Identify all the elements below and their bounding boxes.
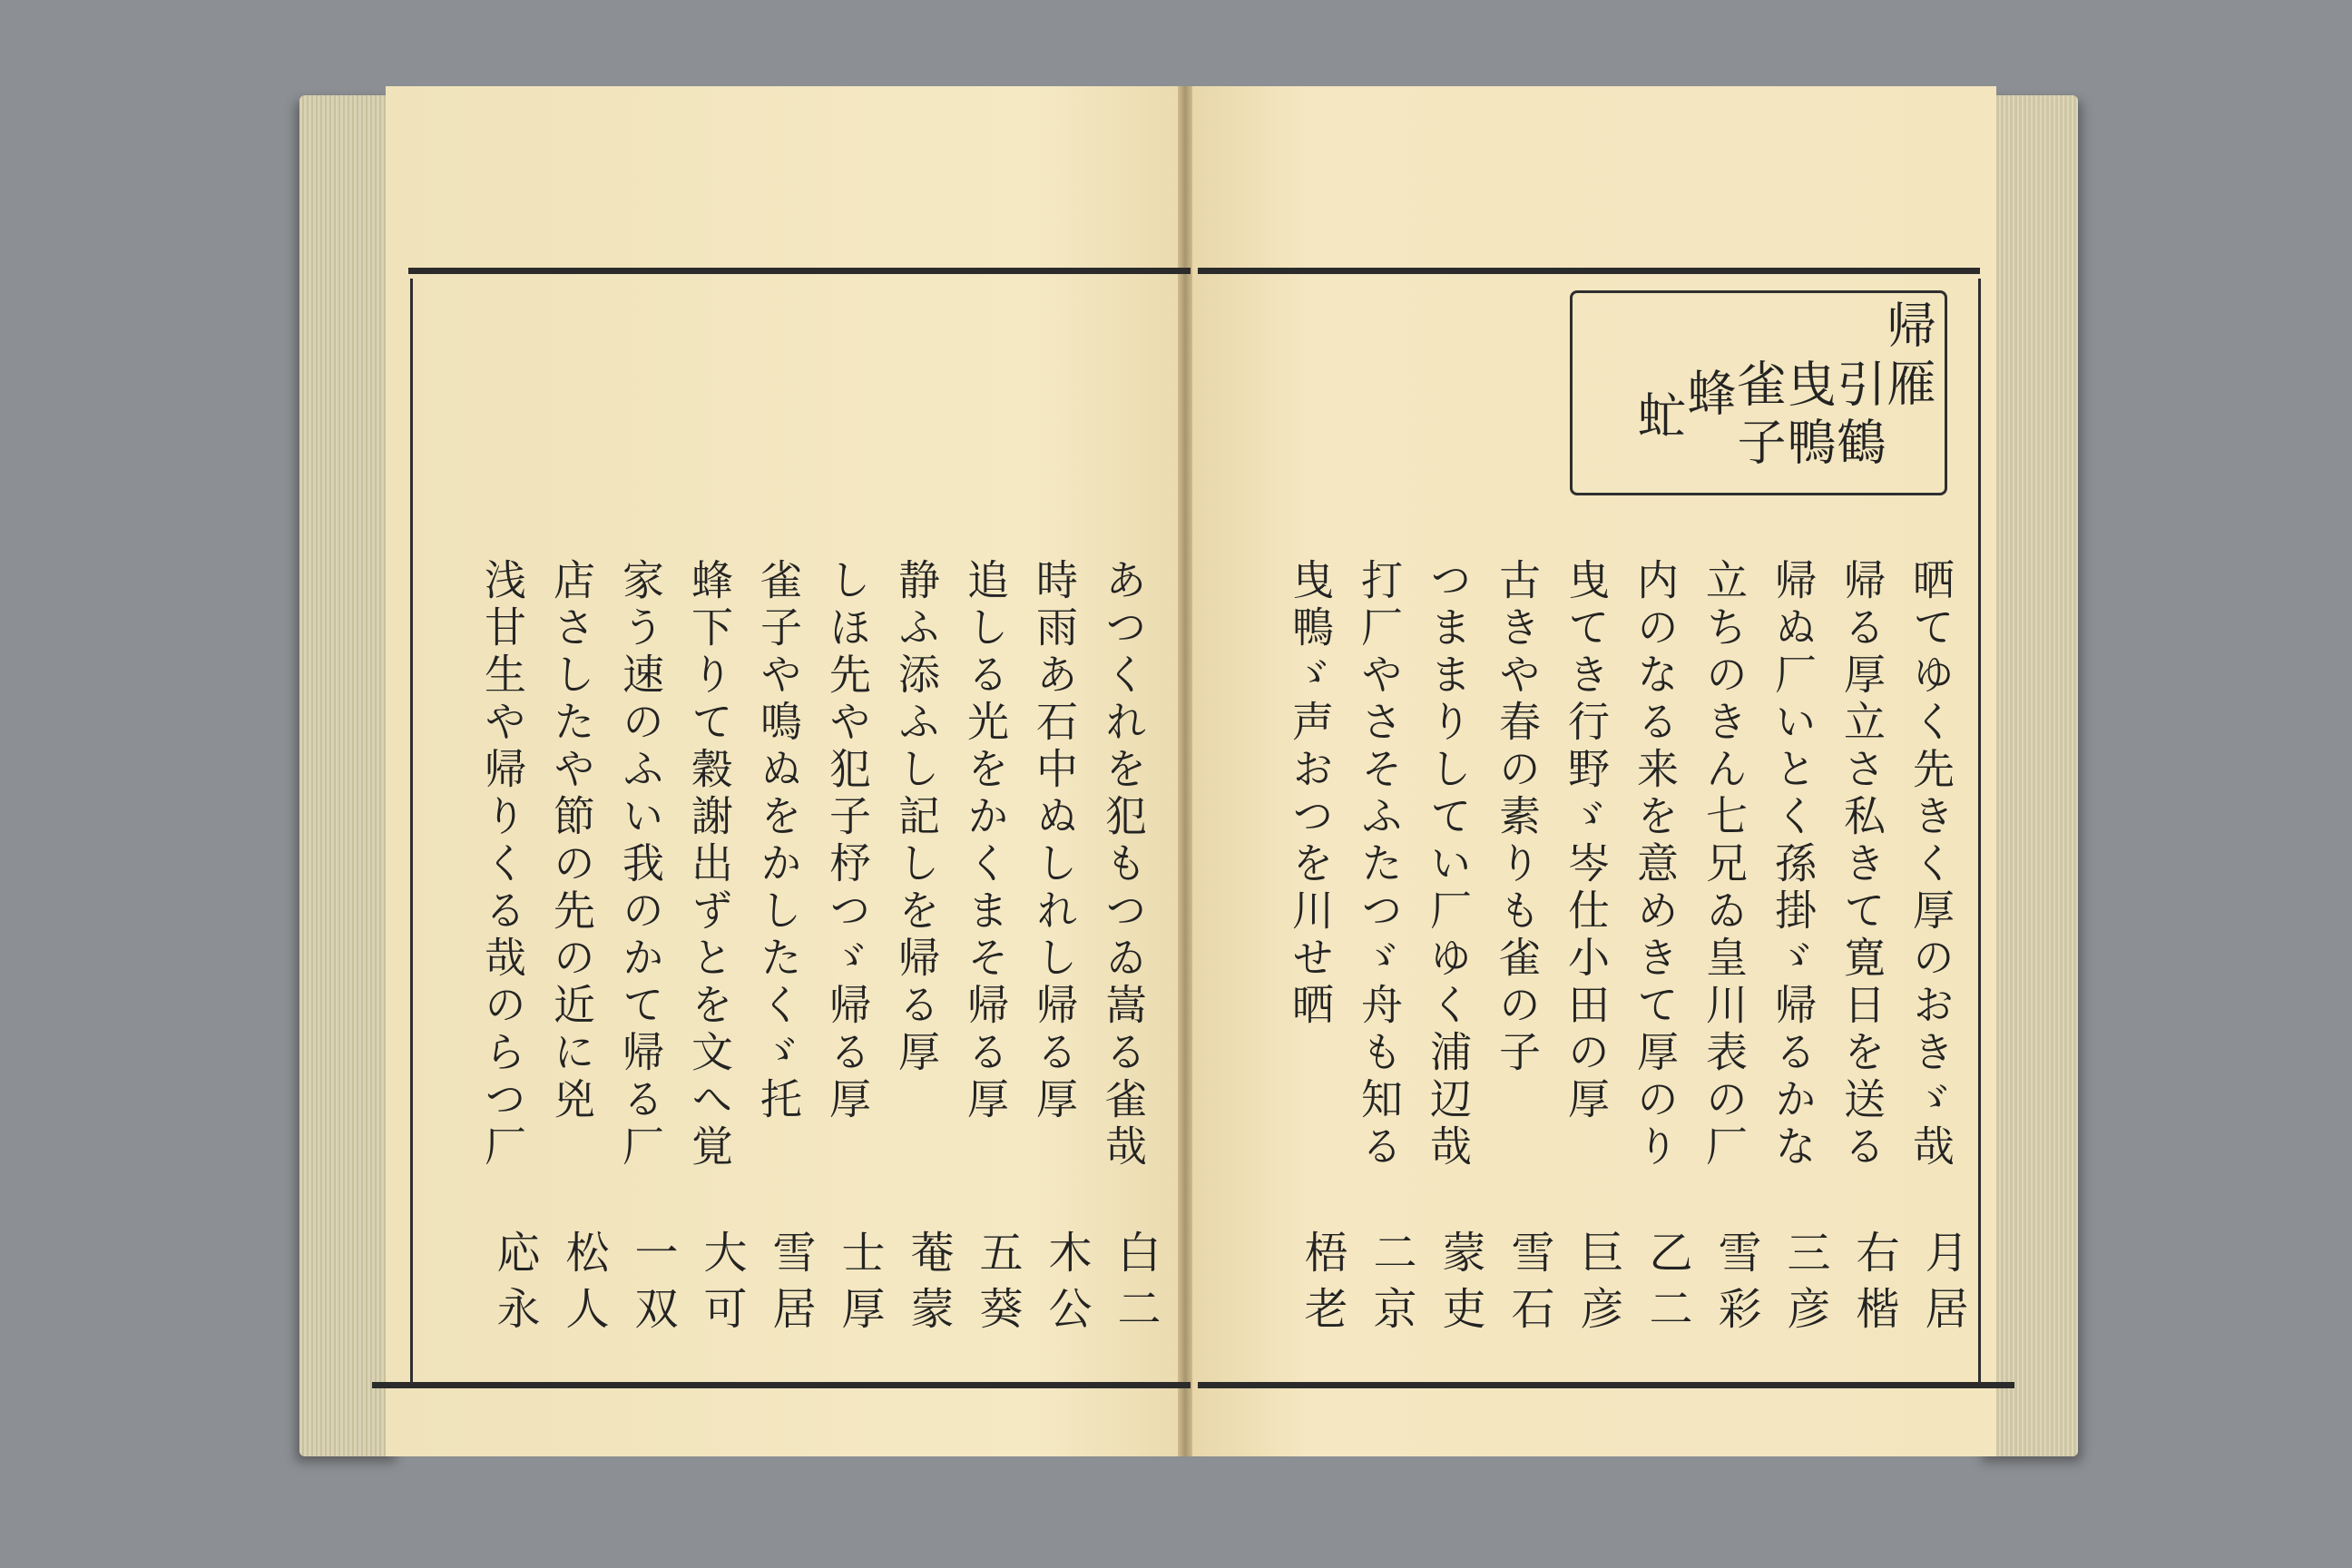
verse-column: 蜂下りて穀謝出ずとを文へ覚 [685, 558, 734, 1171]
verse-column: あつくれを犯もつゐ嵩る雀哉 [1099, 558, 1148, 1171]
title-entry: 曳鴨 [1779, 358, 1837, 475]
verse-column: 雀子や鳴ぬをかしたくゞ托 [754, 558, 803, 1124]
verse-column: 追しる光をかくまそ帰る厚 [961, 558, 1010, 1124]
title-entry: 帰雁 [1879, 299, 1936, 416]
verse-column: 古きや春の素りも雀の子 [1493, 558, 1542, 1077]
verse-author: 雪彩 [1710, 1230, 1761, 1342]
verse-author: 応永 [489, 1230, 540, 1342]
verse-column: 店さしたや節の先の近に兇 [547, 558, 596, 1124]
title-entry: 虻 [1630, 390, 1687, 448]
verse-column: 晒てゆく先きく厚のおきゞ哉 [1906, 558, 1955, 1171]
verse-author: 松人 [558, 1230, 609, 1342]
top-rule-left [408, 268, 1191, 274]
verse-author: 士厚 [834, 1230, 885, 1342]
title-entry: 雀子 [1730, 358, 1787, 475]
verse-author: 月居 [1917, 1230, 1968, 1342]
title-entry: 引鶴 [1829, 358, 1886, 475]
verse-column: 内のなる来を意めきて厚のり [1631, 558, 1680, 1171]
verse-author: 巨彦 [1573, 1230, 1623, 1342]
verse-author: 二京 [1366, 1230, 1416, 1342]
verse-column: 静ふ添ふし記しを帰る厚 [892, 558, 941, 1077]
verse-author: 菴蒙 [903, 1230, 954, 1342]
verse-author: 大可 [696, 1230, 747, 1342]
verse-column: 浅甘生や帰りくる哉のらつ厂 [478, 558, 527, 1171]
verse-author: 雪居 [765, 1230, 816, 1342]
left-page-stack [299, 95, 399, 1456]
verse-author: 白二 [1110, 1230, 1161, 1342]
open-book [299, 86, 2078, 1465]
verse-column: 立ちのきん七兄ゐ皇川表の厂 [1700, 558, 1749, 1171]
verse-column: 曳てき行野ゞ岑仕小田の厚 [1562, 558, 1611, 1124]
verse-column: 曳鴨ゞ声おつを川せ晒 [1286, 558, 1335, 1030]
verse-author: 一双 [627, 1230, 678, 1342]
verse-author: 雪石 [1504, 1230, 1554, 1342]
verse-column: 家う速のふい我のかて帰る厂 [616, 558, 665, 1171]
title-entry: 蜂 [1680, 368, 1737, 426]
verse-column: 時雨あ石中ぬしれし帰る厚 [1030, 558, 1079, 1124]
verse-author: 三彦 [1779, 1230, 1830, 1342]
verse-column: 帰ぬ厂いとく孫掛ゞ帰るかな [1769, 558, 1818, 1171]
verse-author: 木公 [1041, 1230, 1092, 1342]
verse-author: 乙二 [1642, 1230, 1692, 1342]
verse-column: 帰る厚立さ私きて寛日を送る [1838, 558, 1886, 1171]
verse-author: 蒙吏 [1435, 1230, 1485, 1342]
top-rule-right [1198, 268, 1980, 274]
verse-author: 五葵 [972, 1230, 1023, 1342]
verse-column: しほ先や犯子杼つゞ帰る厚 [823, 558, 872, 1124]
verse-author: 梧老 [1297, 1230, 1348, 1342]
verse-column: 打厂やさそふたつゞ舟も知る [1355, 558, 1404, 1171]
verse-column: つままりしてい厂ゆく浦辺哉 [1424, 558, 1473, 1171]
verse-author: 右楷 [1848, 1230, 1899, 1342]
